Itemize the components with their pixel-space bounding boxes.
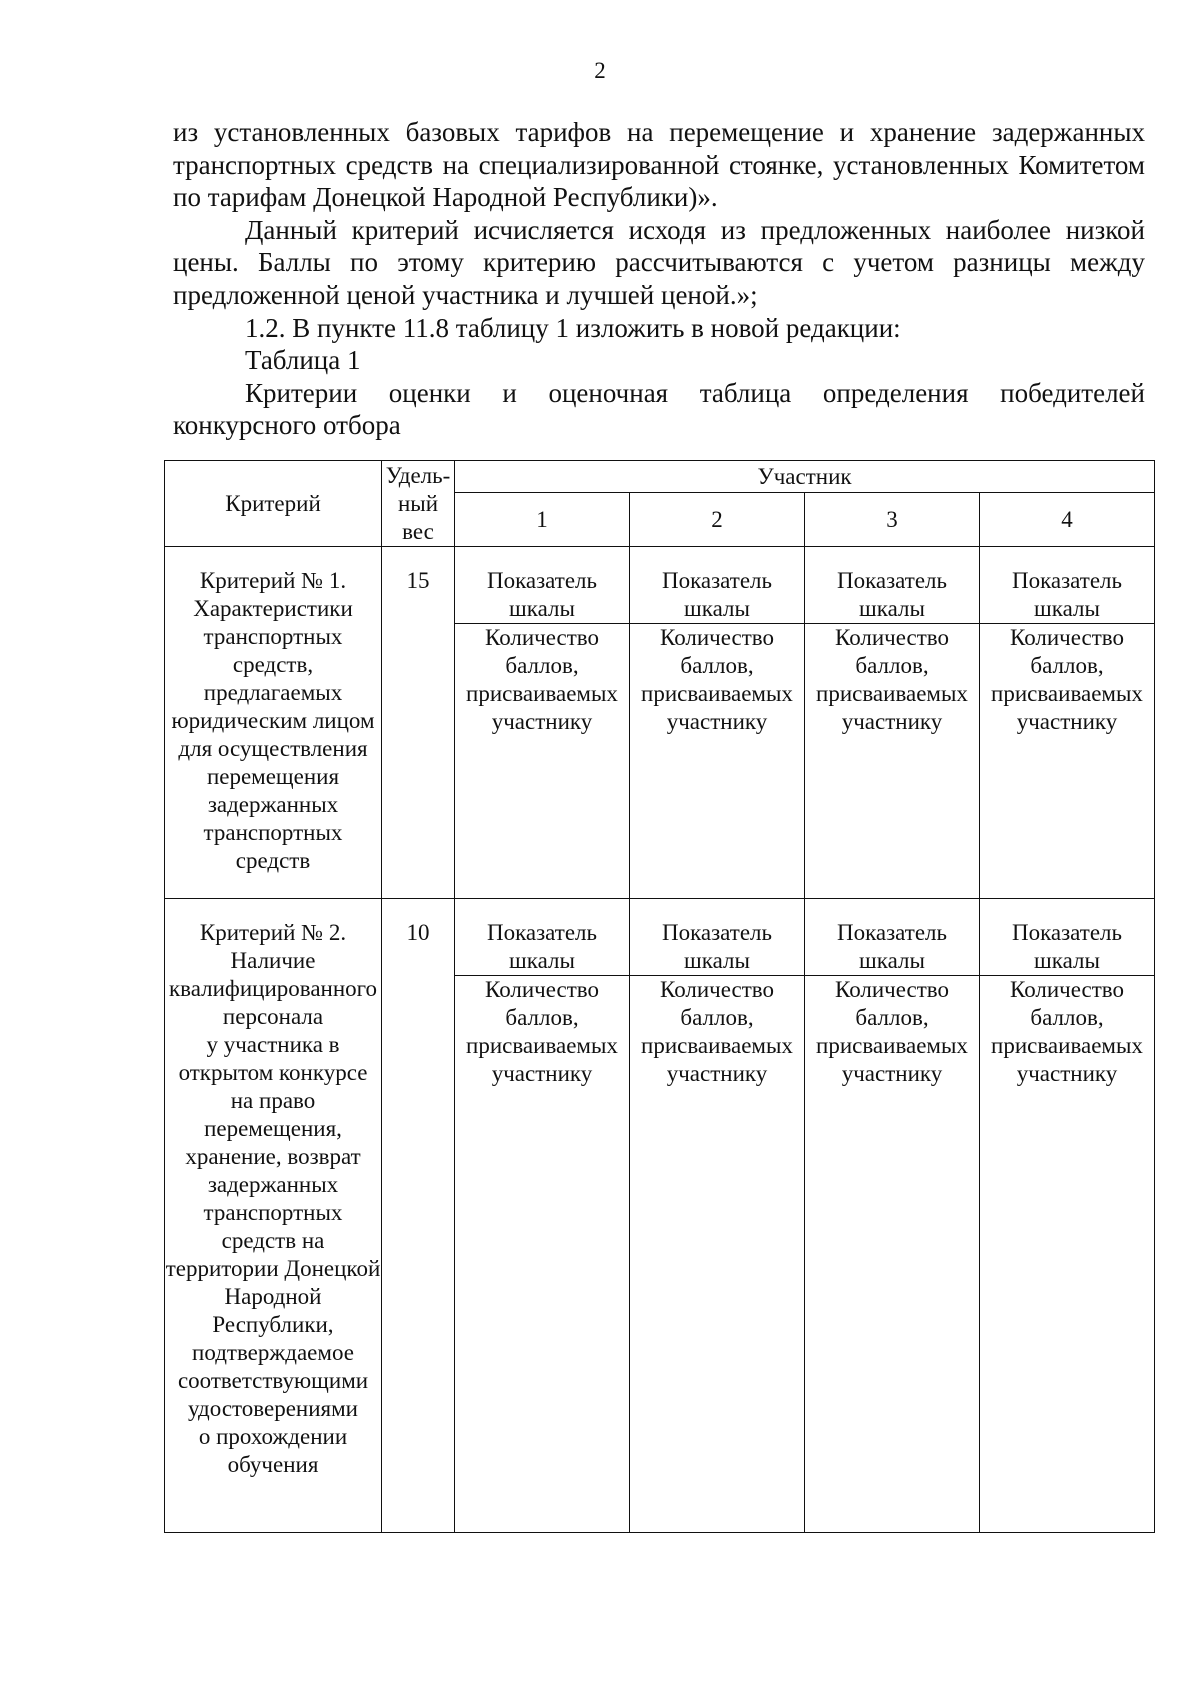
criteria-table (164, 460, 1155, 1533)
criterion-line: предлагаемых (203, 680, 343, 705)
criterion-line: транспортных (203, 1200, 343, 1225)
scale-indicator: Показатель шкалы (455, 567, 629, 624)
header-weight: Удель- ный вес (382, 461, 455, 547)
header-participant-1: 1 (455, 493, 630, 547)
participant-cell (805, 899, 980, 1533)
criterion-line: Республики, (212, 1312, 334, 1337)
criterion-line: транспортных (203, 820, 343, 845)
paragraph-criterion-price: Данный критерий исчисляется исходя из предложенных наиболее низкой цены. Баллы по этому критерию рассчитываются с учетом разницы между предложенной ценой участника и лучшей ценой.»; (173, 214, 1145, 310)
criterion-line: перемещения, (204, 1116, 342, 1141)
criterion-line: средств на (221, 1228, 325, 1253)
criterion-line: задержанных (207, 1172, 339, 1197)
scale-indicator: Показатель шкалы (980, 919, 1154, 976)
header-participant-4: 4 (980, 493, 1155, 547)
points-awarded: Количество баллов, присваиваемых участнику (641, 625, 793, 734)
participant-cell (630, 547, 805, 899)
criterion-line: средств, (232, 652, 314, 677)
criterion-line: Критерий № 1. (199, 568, 347, 593)
criterion-line: у участника в (206, 1032, 340, 1057)
participant-cell (805, 547, 980, 899)
criterion-line: персонала (222, 1004, 324, 1029)
criterion-line: обучения (227, 1452, 319, 1477)
criterion-cell (165, 899, 382, 1533)
header-participant-3: 3 (805, 493, 980, 547)
scale-indicator: Показатель шкалы (630, 567, 804, 624)
weight-cell: 10 (382, 899, 455, 1533)
page-number: 2 (594, 58, 606, 83)
criterion-line: Наличие (230, 948, 316, 973)
criterion-line: средств (235, 848, 311, 873)
criterion-line: соответствующими (177, 1368, 369, 1393)
criterion-cell (165, 547, 382, 899)
scale-indicator: Показатель шкалы (805, 919, 979, 976)
criterion-line: о прохождении (198, 1424, 348, 1449)
scale-indicator: Показатель шкалы (630, 919, 804, 976)
criterion-line: для осуществления (178, 736, 368, 761)
scale-indicator: Показатель шкалы (980, 567, 1154, 624)
paragraph-amendment: 1.2. В пункте 11.8 таблицу 1 изложить в новой редакции: (245, 312, 901, 343)
points-awarded: Количество баллов, присваиваемых участнику (641, 977, 793, 1086)
table-row (165, 547, 1155, 899)
table-caption-number: Таблица 1 (245, 345, 361, 376)
points-awarded: Количество баллов, присваиваемых участнику (466, 625, 618, 734)
criterion-line: транспортных (203, 624, 343, 649)
weight-cell: 15 (382, 547, 455, 899)
points-awarded: Количество баллов, присваиваемых участнику (991, 977, 1143, 1086)
header-participant: Участник (455, 461, 1155, 493)
participant-cell (455, 547, 630, 899)
header-criterion: Критерий (165, 461, 382, 547)
scale-indicator: Показатель шкалы (805, 567, 979, 624)
criterion-line: Народной (224, 1284, 322, 1309)
points-awarded: Количество баллов, присваиваемых участнику (466, 977, 618, 1086)
participant-cell (980, 547, 1155, 899)
body-text (173, 116, 1145, 442)
table-caption-title: Критерии оценки и оценочная таблица определения победителей конкурсного отбора (173, 377, 1145, 441)
criterion-line: перемещения (206, 764, 340, 789)
header-participant-2: 2 (630, 493, 805, 547)
participant-cell (630, 899, 805, 1533)
criterion-line: на право (230, 1088, 316, 1113)
points-awarded: Количество баллов, присваиваемых участнику (816, 977, 968, 1086)
paragraph-tariffs: из установленных базовых тарифов на перемещение и хранение задержанных транспортных средств на специализированной стоянке, установленных Комитетом по тарифам Донецкой Народной Республики)». (173, 117, 1145, 213)
participant-cell (980, 899, 1155, 1533)
points-awarded: Количество баллов, присваиваемых участнику (991, 625, 1143, 734)
criterion-line: квалифицированного (169, 976, 377, 1001)
criterion-line: задержанных (207, 792, 339, 817)
table-header-row (165, 461, 1155, 493)
criterion-line: удостоверениями (188, 1396, 358, 1421)
criterion-line: открытом конкурсе (178, 1060, 368, 1085)
criterion-line: хранение, возврат (185, 1144, 361, 1169)
criterion-line: Характеристики (193, 596, 353, 621)
criterion-line: юридическим лицом (171, 708, 375, 733)
points-awarded: Количество баллов, присваиваемых участнику (816, 625, 968, 734)
criterion-line: территории Донецкой (165, 1256, 381, 1281)
criterion-line: подтверждаемое (192, 1340, 354, 1365)
scale-indicator: Показатель шкалы (455, 919, 629, 976)
participant-cell (455, 899, 630, 1533)
table-row (165, 899, 1155, 1533)
criterion-line: Критерий № 2. (199, 920, 347, 945)
